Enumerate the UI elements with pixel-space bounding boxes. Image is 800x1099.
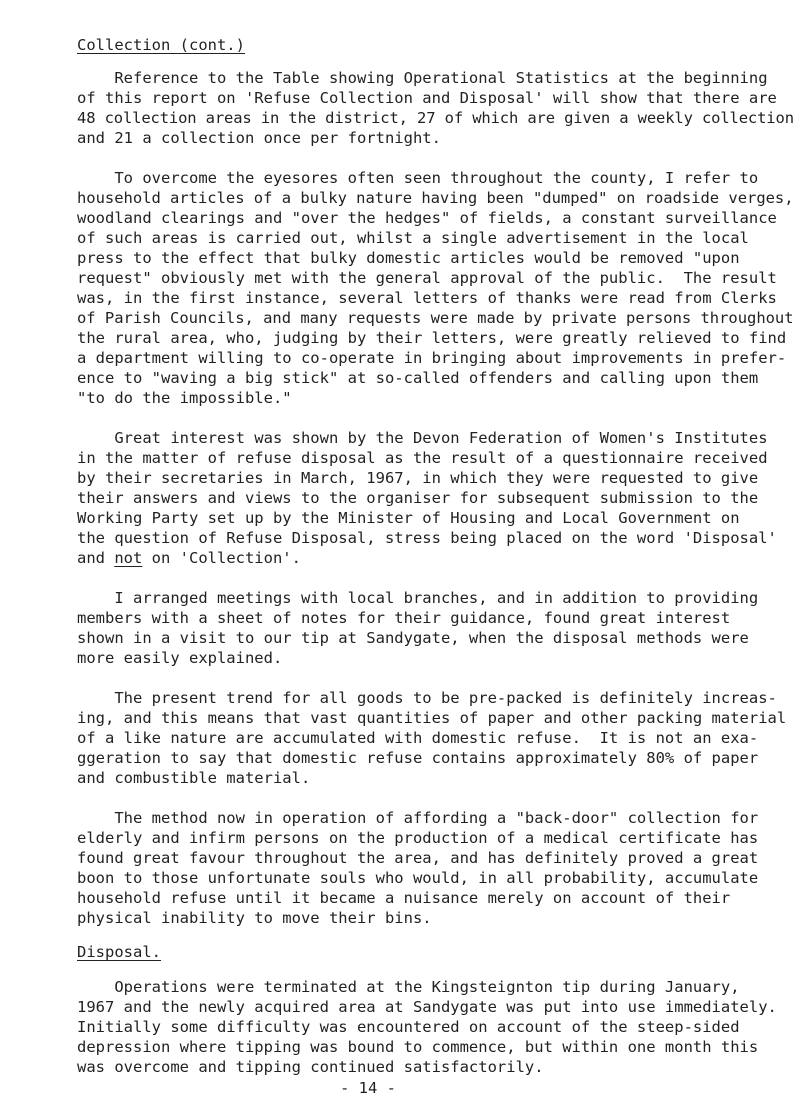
text-line: found great favour throughout the area, and has definitely proved a great — [77, 849, 759, 867]
text-segment: on 'Collection'. — [142, 549, 301, 567]
text-line: of such areas is carried out, whilst a single advertisement in the local — [77, 229, 749, 247]
text-line: To overcome the eyesores often seen throughout the county, I refer to — [77, 169, 759, 187]
page-number: - 14 - — [340, 1079, 396, 1097]
text-line: elderly and infirm persons on the production of a medical certificate has — [77, 829, 759, 847]
text-line: their answers and views to the organiser for subsequent submission to the — [77, 489, 759, 507]
text-line: 1967 and the newly acquired area at Sandygate was put into use immediately. — [77, 998, 777, 1016]
text-line: Operations were terminated at the Kingsteignton tip during January, — [77, 978, 740, 996]
text-line: request" obviously met with the general approval of the public. The result — [77, 269, 777, 287]
underlined-word: not — [114, 549, 143, 567]
text-line: Great interest was shown by the Devon Federation of Women's Institutes — [77, 429, 768, 447]
text-line: ence to "waving a big stick" at so-called offenders and calling upon them — [77, 369, 759, 387]
text-line: Initially some difficulty was encountered on account of the steep-sided — [77, 1018, 740, 1036]
text-line: physical inability to move their bins. — [77, 909, 432, 927]
text-line: household articles of a bulky nature having been "dumped" on roadside verges, — [77, 189, 794, 207]
text-line: members with a sheet of notes for their guidance, found great interest — [77, 609, 731, 627]
text-line: and 21 a collection once per fortnight. — [77, 129, 441, 147]
section-heading: Collection (cont.) — [77, 36, 245, 54]
text-line: I arranged meetings with local branches, and in addition to providing — [77, 589, 759, 607]
text-line: woodland clearings and "over the hedges" of fields, a constant surveillance — [77, 209, 777, 227]
text-line: press to the effect that bulky domestic articles would be removed "upon — [77, 249, 740, 267]
text-line: boon to those unfortunate souls who would, in all probability, accumulate — [77, 869, 759, 887]
text-line: the question of Refuse Disposal, stress being placed on the word 'Disposal' — [77, 529, 777, 547]
text-line: shown in a visit to our tip at Sandygate, when the disposal methods were — [77, 629, 749, 647]
text-line: by their secretaries in March, 1967, in which they were requested to give — [77, 469, 759, 487]
text-line: "to do the impossible." — [77, 389, 292, 407]
text-line: 48 collection areas in the district, 27 of which are given a weekly collection — [77, 109, 794, 127]
text-segment: and — [77, 549, 115, 567]
text-line: was, in the first instance, several letters of thanks were read from Clerks — [77, 289, 777, 307]
text-line: of a like nature are accumulated with domestic refuse. It is not an exa- — [77, 729, 759, 747]
text-line: in the matter of refuse disposal as the result of a questionnaire received — [77, 449, 768, 467]
text-line — [77, 548, 301, 568]
text-line: of this report on 'Refuse Collection and Disposal' will show that there are — [77, 89, 777, 107]
text-line: The method now in operation of affording a "back-door" collection for — [77, 809, 759, 827]
text-line: ing, and this means that vast quantities of paper and other packing material — [77, 709, 787, 727]
text-line: depression where tipping was bound to commence, but within one month this — [77, 1038, 759, 1056]
text-line: the rural area, who, judging by their letters, were greatly relieved to find — [77, 329, 787, 347]
text-line: The present trend for all goods to be pre-packed is definitely increas- — [77, 689, 777, 707]
text-line: was overcome and tipping continued satisfactorily. — [77, 1058, 544, 1076]
text-line: Reference to the Table showing Operational Statistics at the beginning — [77, 69, 768, 87]
text-line: Working Party set up by the Minister of Housing and Local Government on — [77, 509, 740, 527]
text-line: and combustible material. — [77, 769, 311, 787]
text-line: household refuse until it became a nuisance merely on account of their — [77, 889, 731, 907]
text-line: more easily explained. — [77, 649, 283, 667]
disposal-heading: Disposal. — [77, 943, 161, 961]
text-line: ggeration to say that domestic refuse contains approximately 80% of paper — [77, 749, 759, 767]
text-line: a department willing to co-operate in bringing about improvements in prefer- — [77, 349, 787, 367]
text-line: of Parish Councils, and many requests were made by private persons throughout — [77, 309, 794, 327]
